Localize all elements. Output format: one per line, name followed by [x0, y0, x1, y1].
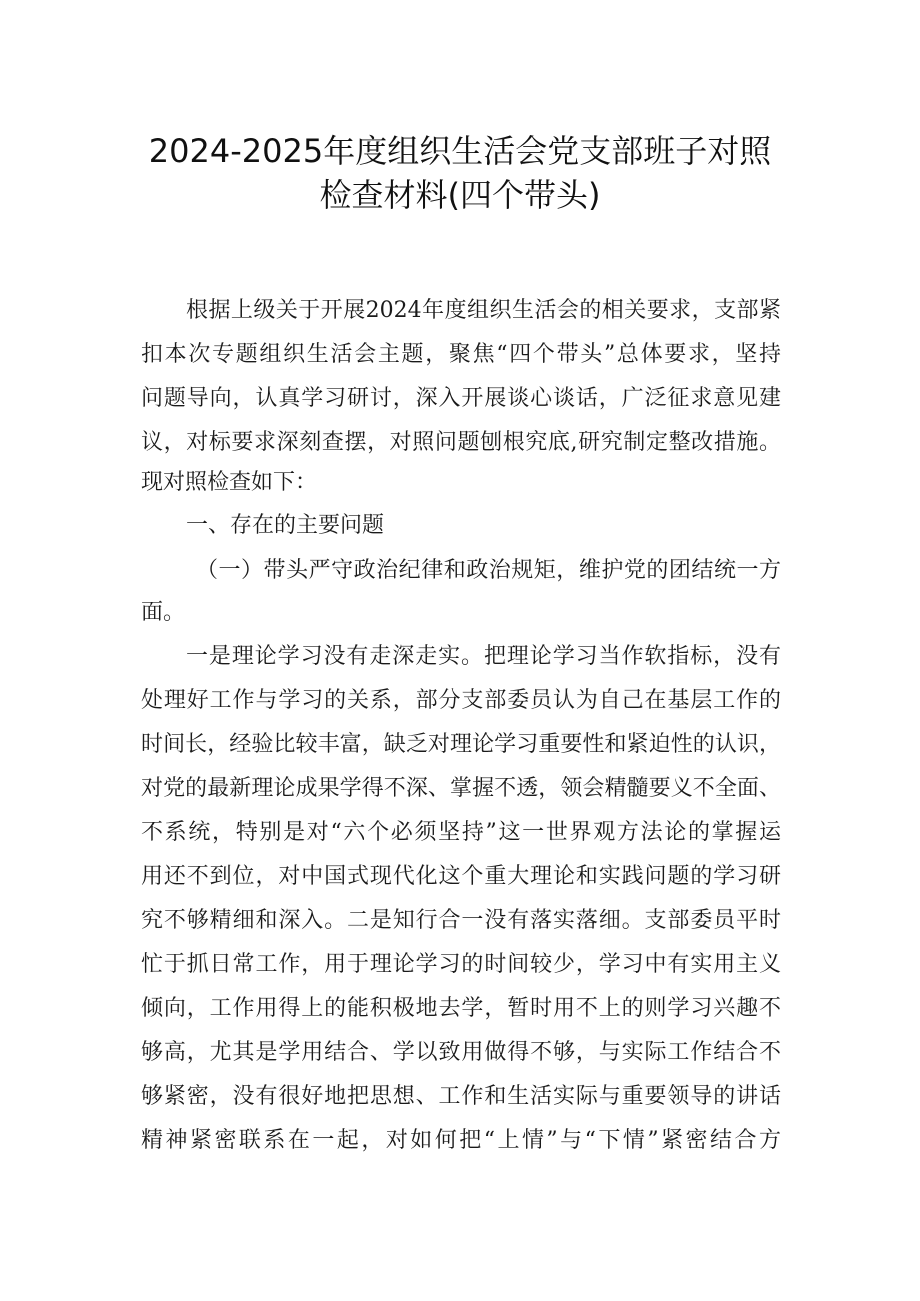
document-title-line-1: 2024-2025年度组织生活会党支部班子对照	[148, 132, 772, 170]
subheading-line-1: （一）带头严守政治纪律和政治规矩，维护党的团结统一方	[196, 558, 781, 583]
subheading-line-2: 面。	[141, 600, 186, 625]
intro-line-2: 扣本次专题组织生活会主题，聚焦“四个带头”总体要求，坚持	[141, 342, 781, 367]
body-line-1: 一是理论学习没有走深走实。把理论学习当作软指标，没有	[186, 644, 781, 669]
body-line-4: 对党的最新理论成果学得不深、掌握不透，领会精髓要义不全面、	[141, 776, 781, 801]
body-line-3: 时间长，经验比较丰富，缺乏对理论学习重要性和紧迫性的认识，	[141, 732, 781, 757]
intro-line-5: 现对照检查如下：	[141, 470, 318, 495]
body-line-5: 不系统，特别是对“六个必须坚持”这一世界观方法论的掌握运	[141, 820, 781, 845]
body-line-6: 用还不到位，对中国式现代化这个重大理论和实践问题的学习研	[141, 864, 781, 889]
section-heading: 一、存在的主要问题	[186, 513, 385, 538]
intro-line-1: 根据上级关于开展2024年度组织生活会的相关要求，支部紧	[186, 298, 781, 323]
document-title-line-2: 检查材料(四个带头)	[319, 176, 601, 214]
body-line-12: 精神紧密联系在一起，对如何把“上情”与“下情”紧密结合方	[141, 1128, 781, 1153]
body-line-2: 处理好工作与学习的关系，部分支部委员认为自己在基层工作的	[141, 688, 781, 713]
body-line-8: 忙于抓日常工作，用于理论学习的时间较少，学习中有实用主义	[141, 952, 781, 977]
body-line-10: 够高，尤其是学用结合、学以致用做得不够，与实际工作结合不	[141, 1040, 781, 1065]
intro-line-4: 议，对标要求深刻查摆，对照问题刨根究底,研究制定整改措施。	[141, 430, 781, 455]
body-line-11: 够紧密，没有很好地把思想、工作和生活实际与重要领导的讲话	[141, 1084, 781, 1109]
body-line-9: 倾向，工作用得上的能积极地去学，暂时用不上的则学习兴趣不	[141, 996, 781, 1021]
body-line-7: 究不够精细和深入。二是知行合一没有落实落细。支部委员平时	[141, 908, 781, 933]
intro-line-3: 问题导向，认真学习研讨，深入开展谈心谈话，广泛征求意见建	[141, 386, 781, 411]
